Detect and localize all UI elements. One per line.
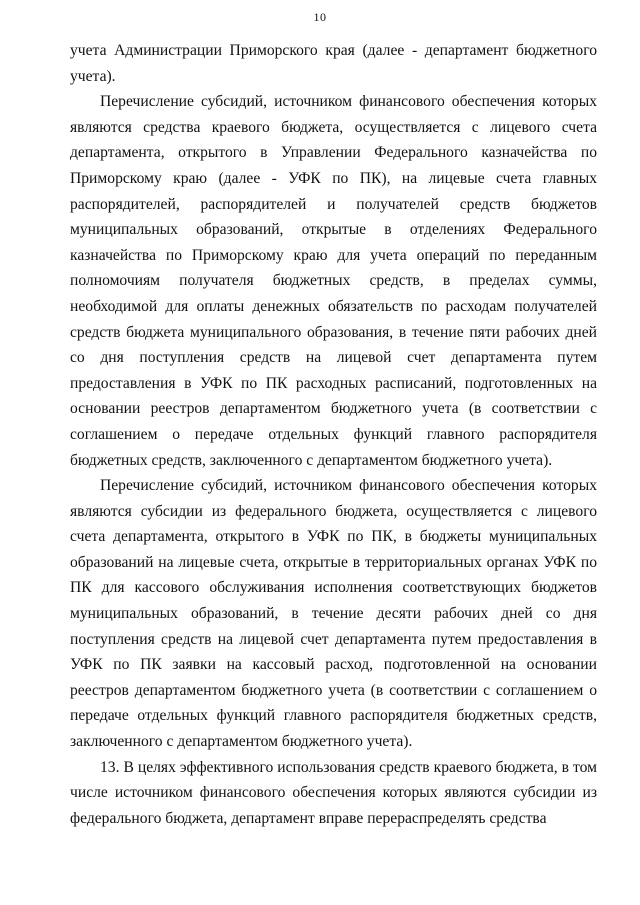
- paragraph-item-13: 13. В целях эффективного использования средств краевого бюджета, в том числе источником финансового обеспечения которых являются субсидии из федерального бюджета, департамент вправе перераспределять средства: [70, 758, 597, 827]
- paragraph-continued: учета Администрации Приморского края (далее - департамент бюджетного учета).: [70, 42, 597, 85]
- document-body: [70, 38, 597, 831]
- page-number: 10: [313, 10, 327, 24]
- paragraph-subsidies-federal: Перечисление субсидий, источником финансового обеспечения которых являются субсидии из федерального бюджета, осуществляется с лицевого счета департамента, открытого в УФК по ПК, в бюджеты муниципальных образований на лицевые счета, открытые в территориальных органах УФК по ПК для кассового обслуживания исполнения соответствующих бюджетов муниципальных образований, в течение десяти рабочих дней со дня поступления средств на лицевой счет департамента путем предоставления в УФК по ПК заявки на кассовый расход, подготовленной на основании реестров департаментом бюджетного учета (в соответствии с соглашением о передаче отдельных функций главного распорядителя бюджетных средств, заключенного с департаментом бюджетного учета).: [70, 477, 597, 751]
- paragraph-subsidies-regional: Перечисление субсидий, источником финансового обеспечения которых являются средства краевого бюджета, осуществляется с лицевого счета департамента, открытого в Управлении Федерального казначейства по Приморскому краю (далее - УФК по ПК), на лицевые счета главных распорядителей, распорядителей и получателей средств бюджетов муниципальных образований, открытые в отделениях Федерального казначейства по Приморскому краю для учета операций по переданным полномочиям получателя бюджетных средств, в пределах суммы, необходимой для оплаты денежных обязательств по расходам получателей средств бюджета муниципального образования, в течение пяти рабочих дней со дня поступления средств на лицевой счет департамента путем предоставления в УФК по ПК расходных расписаний, подготовленных на основании реестров департаментом бюджетного учета (в соответствии с соглашением о передаче отдельных функций главного распорядителя бюджетных средств, заключенного с департаментом бюджетного учета).: [70, 93, 597, 469]
